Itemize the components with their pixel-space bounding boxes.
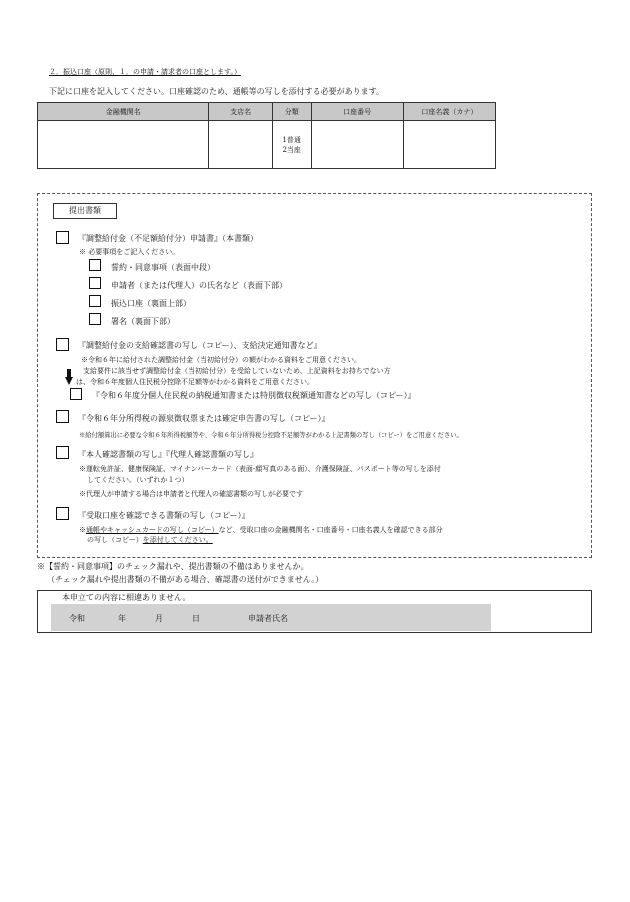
applicant-name-label: 申請者氏名 (248, 614, 288, 623)
header-account-holder: 口座名義（カナ） (403, 103, 495, 121)
subitem-pledge-consent: 誓約・同意事項（表面中段） (111, 263, 215, 272)
item1-note: ※ 必要事項をご記入ください。 (79, 248, 180, 256)
checkbox-bank-account[interactable] (89, 295, 101, 307)
checkbox-application-form[interactable] (56, 231, 69, 244)
item2-note2: 支給要件に該当せず調整給付金（当初給付分）を受給していないため、上記資料をお持ちでない方 (83, 367, 391, 375)
item4-note3: ※代理人が申請する場合は申請者と代理人の確認書類の写しが必要です (79, 490, 303, 498)
warning-line2: （チェック漏れや提出書類の不備がある場合、確認書の送付ができません。） (47, 575, 324, 584)
item4-title: 『本人確認書類の写し』『代理人確認書類の写し』 (78, 450, 258, 459)
year-label: 年 (118, 614, 126, 623)
account-type-field[interactable] (272, 121, 311, 169)
bank-name-field[interactable] (38, 121, 209, 169)
checkbox-account-documents[interactable] (56, 507, 69, 520)
account-type-option-regular: 1普通 (282, 135, 301, 144)
era-label: 令和 (69, 614, 85, 623)
bank-account-table (37, 102, 496, 169)
subitem-applicant-name: 申請者（または代理人）の氏名など（表面下部） (111, 281, 287, 290)
item5-note2: の写し（コピー）を添付してください。 (87, 536, 213, 544)
subitem-bank-account: 振込口座（裏面上部） (111, 299, 191, 308)
section2-heading: ２．振込口座（原則、１．の申請・請求者の口座とします。） (49, 68, 241, 76)
month-label: 月 (155, 614, 163, 623)
account-type-option-checking: 2当座 (282, 145, 301, 154)
item2-sub-title: 『令和６年度分個人住民税の納税通知書または特別徴収税額通知書などの写し（コピー）』 (92, 391, 416, 400)
header-account-number: 口座番号 (311, 103, 403, 121)
item2-title: 『調整給付金の支給確認書の写し（コピー）、支給決定通知書など』 (78, 341, 322, 350)
subitem-signature: 署名（裏面下部） (111, 317, 175, 326)
item1-title: 『調整給付金（不足額給付分）申請書』（本書類） (78, 234, 258, 243)
header-branch-name: 支店名 (209, 103, 272, 121)
account-holder-field[interactable] (403, 121, 495, 169)
item5-note1: ※通帳やキャッシュカードの写し（コピー）など、受取口座の金融機関名・口座番号・口座名義人を確認できる部分 (79, 526, 443, 534)
declaration-statement: 本申立ての内容に相違ありません。 (62, 593, 191, 602)
item4-note1: ※運転免許証、健康保険証、マイナンバーカード（表面-顔写真のある面）、介護保険証、パスポート等の写しを添付 (79, 465, 441, 473)
warning-line1: ※【誓約・同意事項】のチェック漏れや、提出書類の不備はありませんか。 (37, 562, 309, 571)
account-number-field[interactable] (311, 121, 403, 169)
checkbox-identity-documents[interactable] (56, 446, 69, 459)
header-account-type: 分類 (272, 103, 311, 121)
checkbox-tax-notice[interactable] (70, 388, 82, 400)
checkbox-applicant-name[interactable] (89, 277, 101, 289)
item3-note: ※給付額算出に必要な令和６年所得税額等や、令和６年分所得税分控除不足額等がわかる上記書類の写し（コピー）をご用意ください。 (79, 432, 463, 439)
checkbox-pledge-consent[interactable] (89, 259, 101, 271)
item4-note2: してください。（いずれか１つ） (87, 476, 189, 484)
header-bank-name: 金融機関名 (38, 103, 209, 121)
documents-tag: 提出書類 (53, 203, 117, 219)
item2-note1: ※令和６年に給付された調整給付金（当初給付分）の額がわかる資料をご用意ください。 (81, 356, 361, 364)
item5-title: 『受取口座を確認できる書類の写し（コピー）』 (78, 511, 250, 520)
checkbox-signature[interactable] (89, 313, 101, 325)
checkbox-payment-confirmation[interactable] (56, 338, 69, 351)
section2-instruction: 下記に口座を記入してください。口座確認のため、通帳等の写しを添付する必要があります。 (49, 87, 385, 96)
checkbox-withholding-slip[interactable] (56, 410, 69, 423)
day-label: 日 (192, 614, 200, 623)
item3-title: 『令和６年分所得税の源泉徴収票または確定申告書の写し（コピー）』 (78, 414, 330, 423)
item2-note3: は、令和６年度個人住民税分控除不足額等がわかる資料をご用意ください。 (76, 378, 314, 386)
down-arrow-icon (65, 369, 73, 385)
branch-name-field[interactable] (209, 121, 272, 169)
